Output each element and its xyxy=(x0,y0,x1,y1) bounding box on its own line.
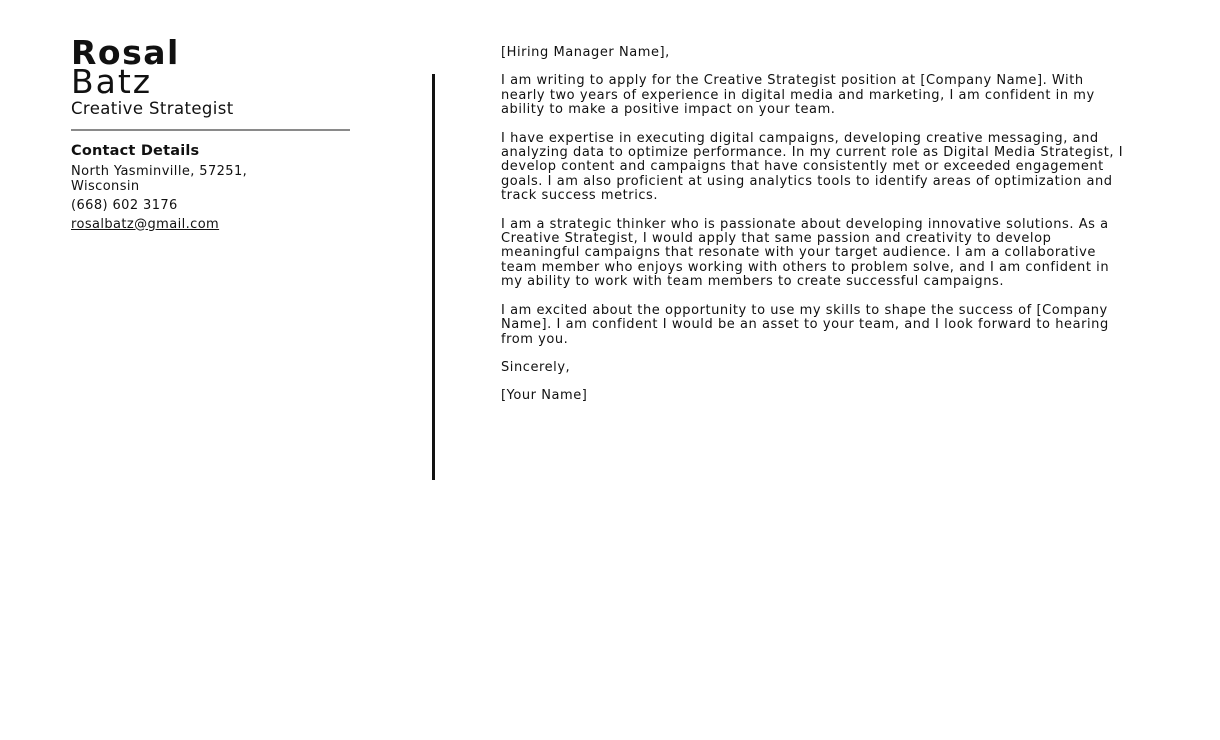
contact-heading: Contact Details xyxy=(71,142,200,159)
paragraph-1: I am writing to apply for the Creative Strategist position at [Company Name]. With nearly two years of experience in digital media and marketing, I am confident in my ability to make a positive impact on your team. xyxy=(501,73,1095,118)
header-divider xyxy=(71,129,350,131)
closing: Sincerely, xyxy=(501,359,571,375)
address-line-1: North Yasminville, 57251, xyxy=(71,163,248,179)
email-link[interactable]: rosalbatz@gmail.com xyxy=(71,216,220,232)
paragraph-2: I have expertise in executing digital campaigns, developing creative messaging, and analyzing data to optimize performance. In my current role as Digital Media Strategist, I develop content and campaigns that have consistently met or exceeded engagement goals. I am also proficient at using analytics tools to identify areas of optimization and track success metrics. xyxy=(501,130,1124,204)
last-name: Batz xyxy=(71,62,153,101)
vertical-accent-bar xyxy=(432,74,435,480)
job-title: Creative Strategist xyxy=(71,99,234,118)
address-line-2: Wisconsin xyxy=(71,178,140,194)
letter-body xyxy=(501,46,1126,418)
phone-number: (668) 602 3176 xyxy=(71,197,178,213)
first-name: Rosal xyxy=(71,33,180,72)
paragraph-4: I am excited about the opportunity to use my skills to shape the success of [Company Name]. I am confident I would be an asset to your team, and I look forward to hearing from you. xyxy=(501,302,1109,347)
paragraph-3: I am a strategic thinker who is passionate about developing innovative solutions. As a Creative Strategist, I would apply that same passion and creativity to develop meaningful campaigns that resonate with your target audience. I am a collaborative team member who enjoys working with others to problem solve, and I am confident in my ability to work with team members to create successful campaigns. xyxy=(501,216,1110,290)
signature: [Your Name] xyxy=(501,388,588,404)
sidebar xyxy=(71,33,351,232)
salutation: [Hiring Manager Name], xyxy=(501,45,670,60)
